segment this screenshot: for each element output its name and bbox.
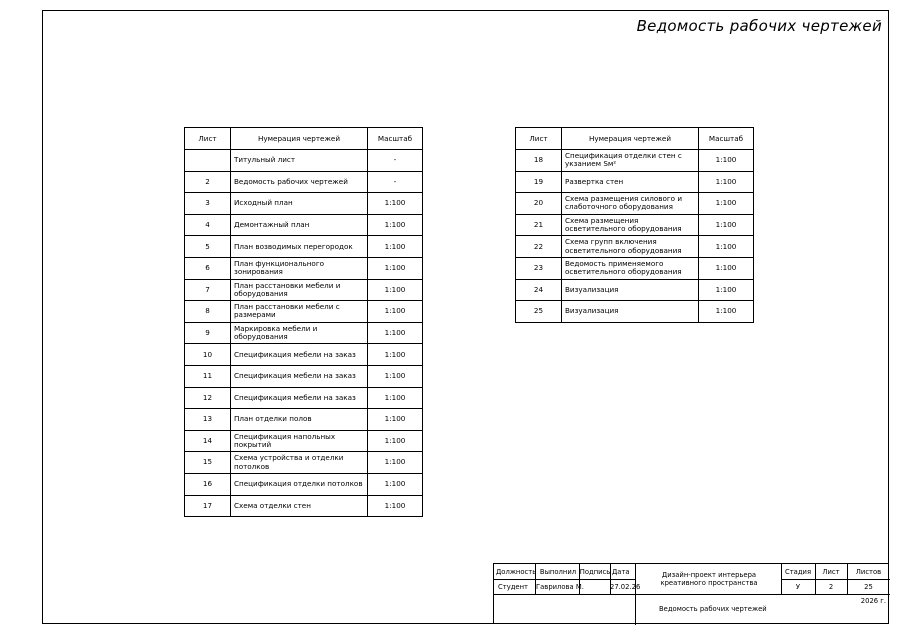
sheet-number-cell: 13 [185, 409, 231, 431]
drawing-name-cell: Визуализация [562, 301, 699, 323]
sheet-number-cell: 14 [185, 430, 231, 452]
sheet-number-cell: 16 [185, 473, 231, 495]
table-row [185, 171, 423, 193]
drawing-name-cell: Исходный план [231, 193, 368, 215]
sheet-number-cell: 9 [185, 322, 231, 344]
header-name: Нумерация чертежей [562, 128, 699, 150]
position-value: Студент [498, 582, 529, 591]
drawing-name-cell: Схема групп включения осветительного оборудования [562, 236, 699, 258]
scale-cell: 1:100 [368, 495, 423, 517]
sheet-number-cell: 18 [516, 150, 562, 172]
drawing-name-cell: Спецификация мебели на заказ [231, 387, 368, 409]
scale-cell: 1:100 [368, 279, 423, 301]
table-row [516, 257, 754, 279]
col-date-label: Дата [612, 567, 630, 576]
sheet-number-cell: 11 [185, 365, 231, 387]
drawing-name-cell: Маркировка мебели и оборудования [231, 322, 368, 344]
scale-cell: 1:100 [368, 214, 423, 236]
header-name: Нумерация чертежей [231, 128, 368, 150]
sheet-number-cell: 10 [185, 344, 231, 366]
table-row [516, 236, 754, 258]
drawing-name-cell: Ведомость рабочих чертежей [231, 171, 368, 193]
stage-label: Стадия [784, 567, 812, 576]
drawings-list-table-left [184, 127, 423, 517]
sheet-number-cell: 7 [185, 279, 231, 301]
drawing-name-cell: Титульный лист [231, 150, 368, 172]
sheet-number-cell: 15 [185, 452, 231, 474]
sheet-number-cell: 3 [185, 193, 231, 215]
table-row [516, 193, 754, 215]
drawing-name-cell: Визуализация [562, 279, 699, 301]
sheet-number-cell: 4 [185, 214, 231, 236]
drawing-name-cell: Демонтажный план [231, 214, 368, 236]
sheet-name: Ведомость рабочих чертежей [659, 605, 767, 613]
sheet-number-cell: 5 [185, 236, 231, 258]
table-row [185, 236, 423, 258]
table-row [185, 150, 423, 172]
drawing-name-cell: Схема отделки стен [231, 495, 368, 517]
sheet-number-cell: 2 [185, 171, 231, 193]
scale-cell: 1:100 [699, 257, 754, 279]
col-position-label: Должность [496, 567, 537, 576]
table-row [185, 193, 423, 215]
scale-cell: - [368, 150, 423, 172]
sheets-value: 25 [864, 582, 873, 591]
stage-value: У [795, 582, 801, 591]
scale-cell: 1:100 [368, 473, 423, 495]
table-row [185, 387, 423, 409]
scale-cell: 1:100 [368, 301, 423, 323]
table-row [185, 430, 423, 452]
scale-cell: - [368, 171, 423, 193]
drawing-name-cell: Спецификация напольных покрытий [231, 430, 368, 452]
sheet-number-cell: 20 [516, 193, 562, 215]
header-scale: Масштаб [699, 128, 754, 150]
scale-cell: 1:100 [368, 193, 423, 215]
table-row [516, 214, 754, 236]
drawing-name-cell: Спецификация мебели на заказ [231, 365, 368, 387]
scale-cell: 1:100 [699, 214, 754, 236]
scale-cell: 1:100 [368, 236, 423, 258]
sheets-label: Листов [855, 567, 882, 576]
drawing-name-cell: План возводимых перегородок [231, 236, 368, 258]
sheet-number-cell: 22 [516, 236, 562, 258]
table-row [185, 344, 423, 366]
drawing-frame [42, 10, 889, 624]
drawing-name-cell: Спецификация отделки стен с укзанием Sм² [562, 150, 699, 172]
header-sheet: Лист [516, 128, 562, 150]
project-title: Дизайн-проект интерьера креативного пространства [660, 570, 758, 587]
drawing-name-cell: Схема размещения силового и слаботочного оборудования [562, 193, 699, 215]
performer-value: Гаврилова М. [536, 582, 584, 591]
table-row [185, 495, 423, 517]
scale-cell: 1:100 [699, 236, 754, 258]
table-row [516, 171, 754, 193]
drawing-name-cell: Ведомость применяемого осветительного оборудования [562, 257, 699, 279]
scale-cell: 1:100 [368, 344, 423, 366]
table-header-row [185, 128, 423, 150]
table-row [185, 473, 423, 495]
col-signature-label: Подпись [579, 567, 611, 576]
drawing-name-cell: Развертка стен [562, 171, 699, 193]
table-body-left [185, 150, 423, 517]
table-row [516, 150, 754, 172]
scale-cell: 1:100 [368, 452, 423, 474]
drawing-name-cell: Схема размещения осветительного оборудования [562, 214, 699, 236]
table-row [185, 214, 423, 236]
sheet-number-cell: 6 [185, 257, 231, 279]
scale-cell: 1:100 [699, 150, 754, 172]
scale-cell: 1:100 [699, 171, 754, 193]
header-sheet: Лист [185, 128, 231, 150]
sheet-title: Ведомость рабочих чертежей [636, 17, 882, 35]
sheet-number-cell: 23 [516, 257, 562, 279]
table-header-row [516, 128, 754, 150]
drawing-name-cell: Спецификация отделки потолков [231, 473, 368, 495]
scale-cell: 1:100 [368, 365, 423, 387]
drawings-list-table-right [515, 127, 754, 323]
sheet-number-cell: 24 [516, 279, 562, 301]
title-block [493, 563, 889, 624]
date-value: 27.02.26 [610, 582, 641, 591]
sheet-number-cell: 17 [185, 495, 231, 517]
scale-cell: 1:100 [368, 387, 423, 409]
scale-cell: 1:100 [699, 193, 754, 215]
drawing-name-cell: План расстановки мебели с размерами [231, 301, 368, 323]
col-performer-label: Выполнил [539, 567, 577, 576]
drawing-name-cell: План отделки полов [231, 409, 368, 431]
table-row [185, 257, 423, 279]
scale-cell: 1:100 [368, 409, 423, 431]
sheet-number-cell: 25 [516, 301, 562, 323]
year-value: 2026 г. [860, 597, 886, 605]
table-row [185, 301, 423, 323]
sheet-number-cell: 12 [185, 387, 231, 409]
scale-cell: 1:100 [368, 322, 423, 344]
sheet-number-cell [185, 150, 231, 172]
signature-value [580, 579, 610, 594]
table-body-right [516, 150, 754, 323]
sheet-value: 2 [828, 582, 834, 591]
table-row [185, 365, 423, 387]
sheet-number-cell: 19 [516, 171, 562, 193]
scale-cell: 1:100 [699, 301, 754, 323]
drawing-name-cell: План функционального зонирования [231, 257, 368, 279]
table-row [516, 301, 754, 323]
header-scale: Масштаб [368, 128, 423, 150]
table-row [516, 279, 754, 301]
table-row [185, 279, 423, 301]
drawing-name-cell: Спецификация мебели на заказ [231, 344, 368, 366]
sheet-number-cell: 8 [185, 301, 231, 323]
table-row [185, 452, 423, 474]
scale-cell: 1:100 [368, 257, 423, 279]
sheet-number-cell: 21 [516, 214, 562, 236]
scale-cell: 1:100 [699, 279, 754, 301]
table-row [185, 409, 423, 431]
drawing-name-cell: Схема устройства и отделки потолков [231, 452, 368, 474]
scale-cell: 1:100 [368, 430, 423, 452]
drawing-name-cell: План расстановки мебели и оборудования [231, 279, 368, 301]
table-row [185, 322, 423, 344]
sheet-label: Лист [822, 567, 840, 576]
